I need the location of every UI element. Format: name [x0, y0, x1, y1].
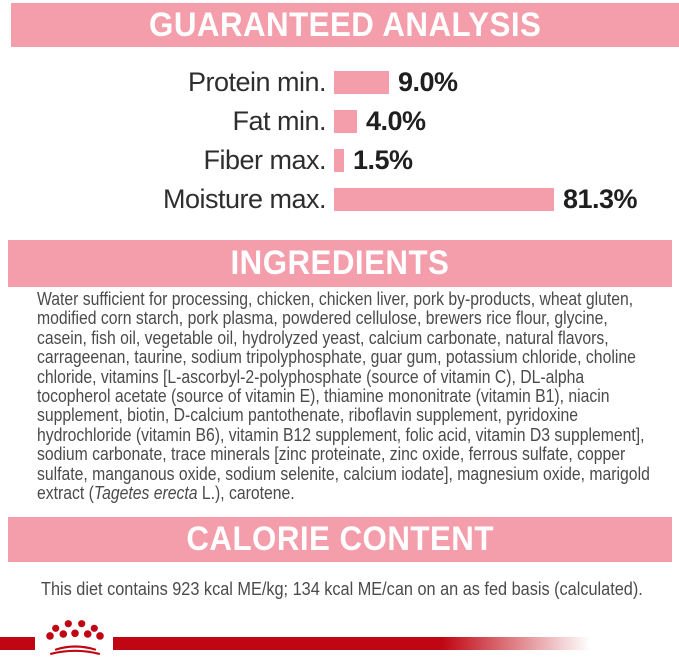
royal-canin-crown-icon: [40, 618, 108, 660]
ingredients-text: [37, 290, 654, 503]
ingredients-text-main: Water sufficient for processing, chicken, chicken liver, pork by-products, wheat gluten, modified corn starch, pork plasma, powdered cellulose, brewers rice flour, glycine, casein, fish oil, vegetable oil, hydrolyzed yeast, calcium carbonate, natural flavors, carrageenan, taurine, sodium tripolyphosphate, guar gum, potassium chloride, choline chloride, vitamins [L-ascorbyl-2-polyphosphate (source of vitamin C), DL-alpha tocopherol acetate (source of vitamin E), thiamine mononitrate (vitamin B1), niacin supplement, biotin, D-calcium pantothenate, riboflavin supplement, pyridoxine hydrochloride (vitamin B6), vitamin B12 supplement, folic acid, vitamin D3 supplement], sodium carbonate, trace minerals [zinc proteinate, zinc oxide, ferrous sulfate, copper sulfate, manganous oxide, sodium selenite, calcium iodate], magnesium oxide, marigold extract (: [37, 289, 650, 504]
calorie-content-text: [0, 578, 679, 600]
chart-row-value: 4.0%: [366, 106, 426, 136]
ingredients-header: [8, 240, 672, 287]
calorie-content-title: CALORIE CONTENT: [186, 520, 494, 558]
chart-row-label: Fat min.: [232, 106, 326, 136]
chart-bar: [334, 71, 389, 94]
chart-row-label: Fiber max.: [203, 145, 326, 175]
ingredients-title: INGREDIENTS: [230, 244, 450, 282]
chart-row-value: 81.3%: [563, 184, 638, 214]
brand-rule-left: [0, 637, 35, 650]
calorie-content-statement: This diet contains 923 kcal ME/kg; 134 kcal ME/can on an as fed basis (calculated).: [41, 578, 643, 599]
guaranteed-analysis-title: GUARANTEED ANALYSIS: [148, 5, 542, 44]
ingredients-text-latin-name: Tagetes erecta: [93, 483, 198, 504]
guaranteed-analysis-chart: [0, 63, 679, 219]
brand-rule-right: [113, 637, 590, 650]
chart-row: [0, 180, 679, 219]
chart-bar: [334, 149, 344, 172]
calorie-content-header: [8, 517, 672, 562]
guaranteed-analysis-header: [11, 3, 679, 47]
ingredients-text-end: L.), carotene.: [197, 483, 295, 504]
chart-row-label: Moisture max.: [162, 184, 326, 214]
chart-row-value: 1.5%: [353, 145, 413, 175]
chart-bar: [334, 110, 357, 133]
chart-row: [0, 102, 679, 141]
chart-row: [0, 63, 679, 102]
chart-row-label: Protein min.: [187, 67, 326, 97]
chart-bar: [334, 188, 554, 211]
chart-row-value: 9.0%: [398, 67, 458, 97]
chart-row: [0, 141, 679, 180]
